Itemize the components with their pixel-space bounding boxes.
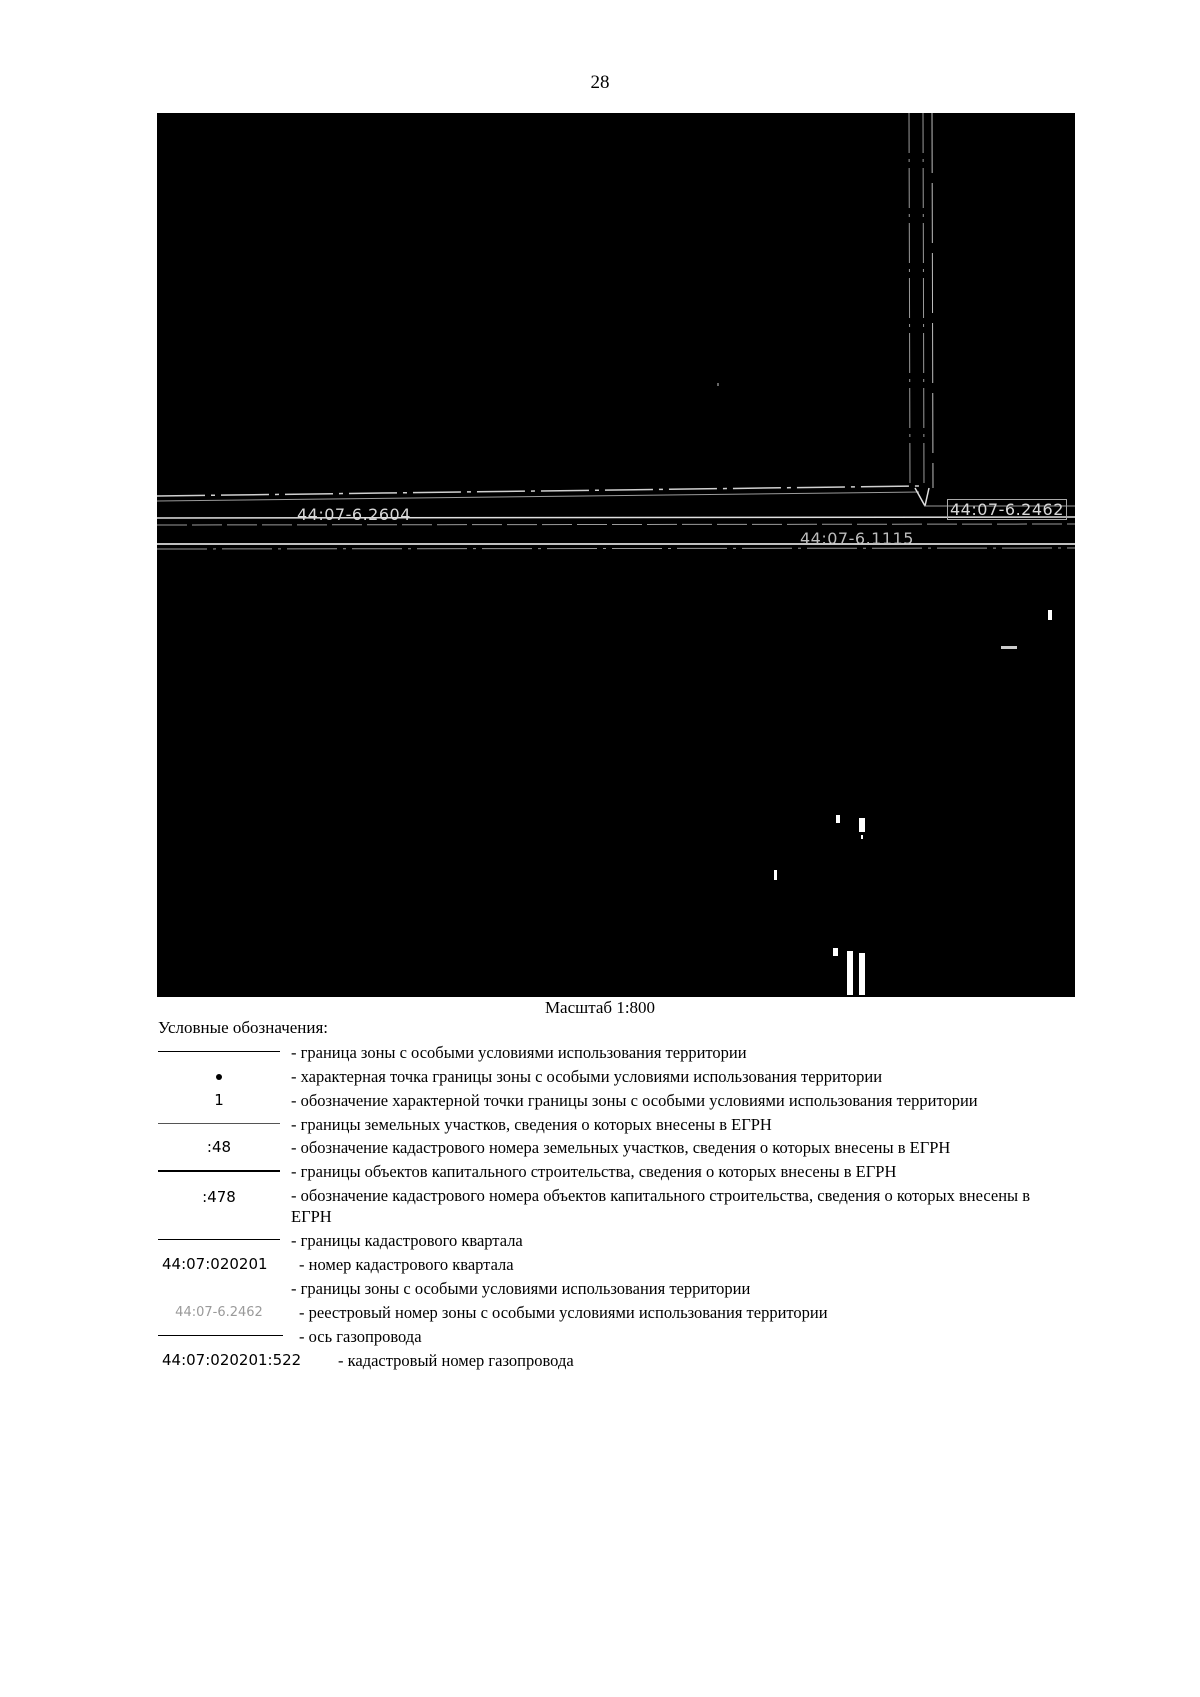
legend-text: - реестровый номер зоны с особыми условиями использования территории	[299, 1303, 828, 1322]
legend-title: Условные обозначения:	[158, 1018, 329, 1037]
map-linework	[157, 113, 1075, 997]
legend-text: - номер кадастрового квартала	[299, 1255, 514, 1274]
quarter-boundary-line-symbol	[158, 1239, 280, 1240]
point-dot-symbol	[216, 1074, 222, 1080]
legend-text: - границы объектов капитального строительства, сведения о которых внесены в ЕГРН	[291, 1162, 897, 1181]
legend-item-point-number	[158, 1090, 1078, 1114]
legend-item-building-number	[158, 1185, 1078, 1230]
parcel-boundary-line-symbol	[158, 1123, 280, 1124]
zone-label-1115: 44:07-6.1115	[800, 529, 914, 548]
legend-item-quarter-number	[158, 1254, 1078, 1278]
parcel-number-symbol: :48	[206, 1138, 232, 1156]
quarter-number-symbol: 44:07:020201	[162, 1255, 268, 1273]
legend-item-building-boundary	[158, 1161, 1078, 1185]
scale-caption: Масштаб 1:800	[544, 998, 656, 1017]
legend-text: - граница зоны с особыми условиями использования территории	[291, 1043, 747, 1062]
legend-text: - характерная точка границы зоны с особыми условиями использования территории	[291, 1067, 883, 1086]
zone-boundary-line-symbol	[158, 1051, 280, 1052]
map-image	[157, 113, 1075, 997]
legend-text: - кадастровый номер газопровода	[338, 1351, 574, 1370]
legend-item-zone-point	[158, 1066, 1078, 1090]
legend-text: - обозначение кадастрового номера земельных участков, сведения о которых внесены в ЕГРН	[291, 1138, 951, 1157]
building-number-symbol: :478	[202, 1188, 236, 1206]
legend-text: - границы кадастрового квартала	[291, 1231, 523, 1250]
legend-text: - обозначение характерной точки границы зоны с особыми условиями использования территории	[291, 1091, 978, 1110]
legend-item-zone-registry-number	[158, 1302, 1078, 1326]
zone-registry-number-symbol: 44:07-6.2462	[175, 1305, 263, 1320]
legend-item-parcel-number	[158, 1137, 1078, 1161]
legend-item-gas-pipeline-axis	[158, 1326, 1078, 1350]
zone-label-2604: 44:07-6.2604	[297, 505, 411, 524]
legend	[158, 1042, 1078, 1374]
pipeline-number-symbol: 44:07:020201:522	[162, 1351, 302, 1369]
zone-label-2462: 44:07-6.2462	[947, 499, 1067, 520]
legend-item-gas-pipeline-number	[158, 1350, 1078, 1374]
page-number: 28	[590, 72, 610, 93]
legend-text: - обозначение кадастрового номера объектов капитального строительства, сведения о которых внесены в ЕГРН	[291, 1186, 1031, 1226]
legend-text: - ось газопровода	[299, 1327, 422, 1346]
legend-text: - границы зоны с особыми условиями использования территории	[291, 1279, 751, 1298]
legend-item-zone-boundary	[158, 1042, 1078, 1066]
legend-item-quarter-boundary	[158, 1230, 1078, 1254]
building-boundary-line-symbol	[158, 1170, 280, 1172]
legend-text: - границы земельных участков, сведения о которых внесены в ЕГРН	[291, 1115, 772, 1134]
legend-item-parcel-boundary	[158, 1114, 1078, 1137]
pipeline-axis-line-symbol	[158, 1335, 283, 1336]
point-number-symbol: 1	[214, 1091, 224, 1109]
legend-item-zone-boundary-2	[158, 1278, 1078, 1302]
